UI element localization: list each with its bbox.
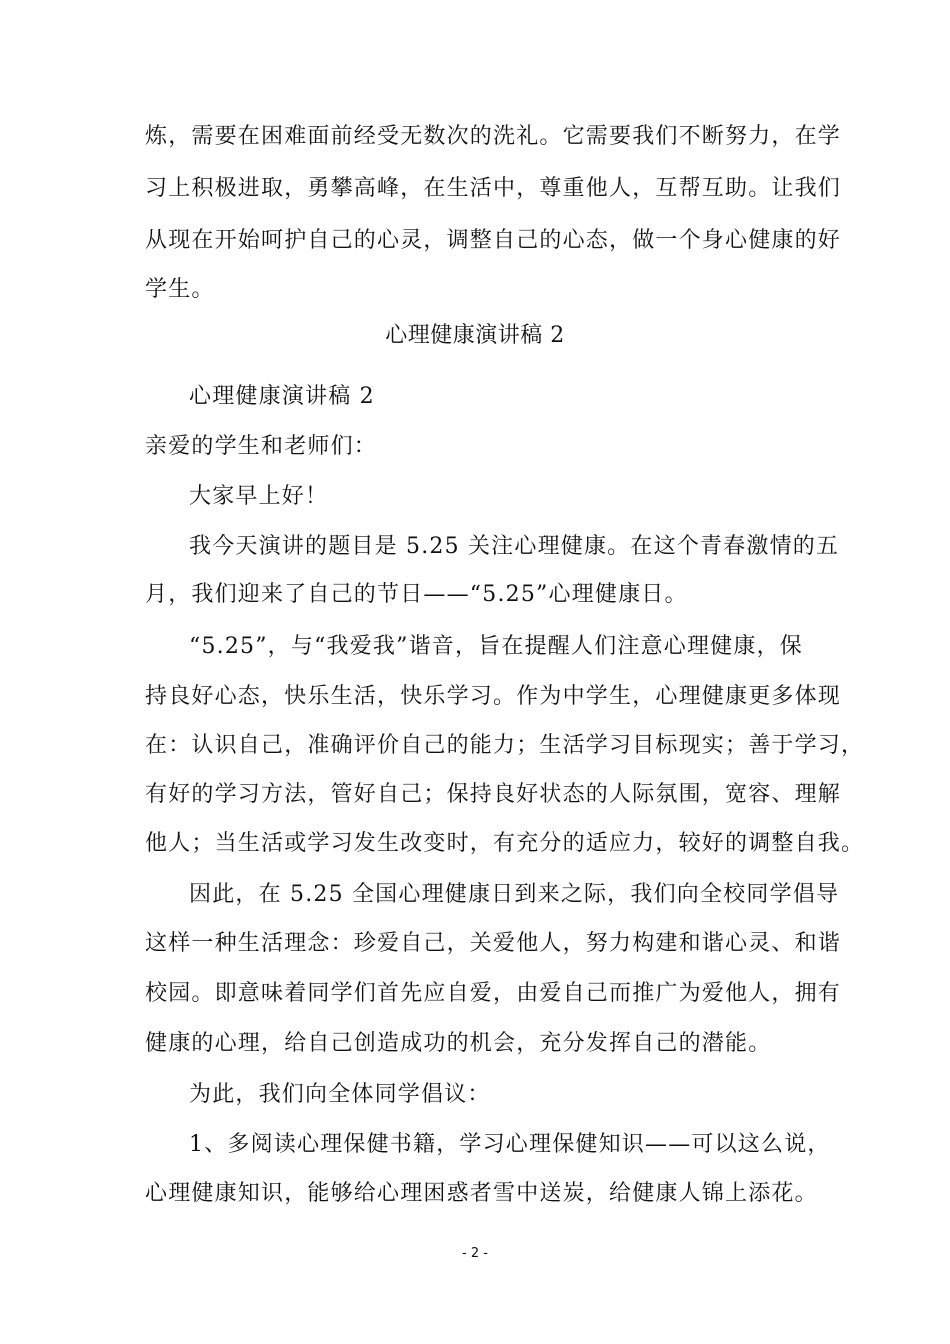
paragraph-line: 有好的学习方法，管好自己；保持良好状态的人际氛围，宽容、理解 [145, 782, 842, 807]
paragraph-line: 他人；当生活或学习发生改变时，有充分的适应力，较好的调整自我。 [145, 831, 865, 856]
paragraph-line: 健康的心理，给自己创造成功的机会，充分发挥自己的潜能。 [145, 1031, 772, 1056]
section-heading: 心理健康演讲稿 2 [385, 323, 565, 348]
paragraph-line: 因此，在 5.25 全国心理健康日到来之际，我们向全校同学倡导 [189, 882, 840, 907]
body-text-line: 学生。 [145, 277, 215, 302]
paragraph-line: 校园。即意味着同学们首先应自爱，由爱自己而推广为爱他人，拥有 [145, 981, 842, 1006]
body-text-line: 从现在开始呵护自己的心灵，调整自己的心态，做一个身心健康的好 [145, 228, 842, 253]
paragraph-line: 月，我们迎来了自己的节日——“5.25”心理健康日。 [145, 582, 688, 607]
body-text-line: 炼，需要在困难面前经受无数次的洗礼。它需要我们不断努力，在学 [145, 124, 842, 149]
salutation-line: 亲爱的学生和老师们： [145, 434, 378, 459]
paragraph-line: “5.25”，与“我爱我”谐音，旨在提醒人们注意心理健康，保 [189, 634, 803, 659]
greeting-line: 大家早上好！ [189, 484, 329, 509]
paragraph-line: 心理健康知识，能够给心理困惑者雪中送炭，给健康人锦上添花。 [145, 1181, 818, 1206]
page-number: - 2 - [462, 1246, 488, 1261]
paragraph-line: 在：认识自己，准确评价自己的能力；生活学习目标现实；善于学习， [145, 733, 865, 758]
body-text-line: 习上积极进取，勇攀高峰，在生活中，尊重他人，互帮互助。让我们 [145, 176, 842, 201]
paragraph-line: 为此，我们向全体同学倡议： [189, 1082, 491, 1107]
paragraph-line: 1、多阅读心理保健书籍，学习心理保健知识——可以这么说， [189, 1132, 831, 1157]
paragraph-line: 我今天演讲的题目是 5.25 关注心理健康。在这个青春激情的五 [189, 534, 840, 559]
paragraph-line: 持良好心态，快乐生活，快乐学习。作为中学生，心理健康更多体现 [145, 684, 842, 709]
subheading-line: 心理健康演讲稿 2 [189, 384, 375, 409]
paragraph-line: 这样一种生活理念：珍爱自己，关爱他人，努力构建和谐心灵、和谐 [145, 931, 842, 956]
